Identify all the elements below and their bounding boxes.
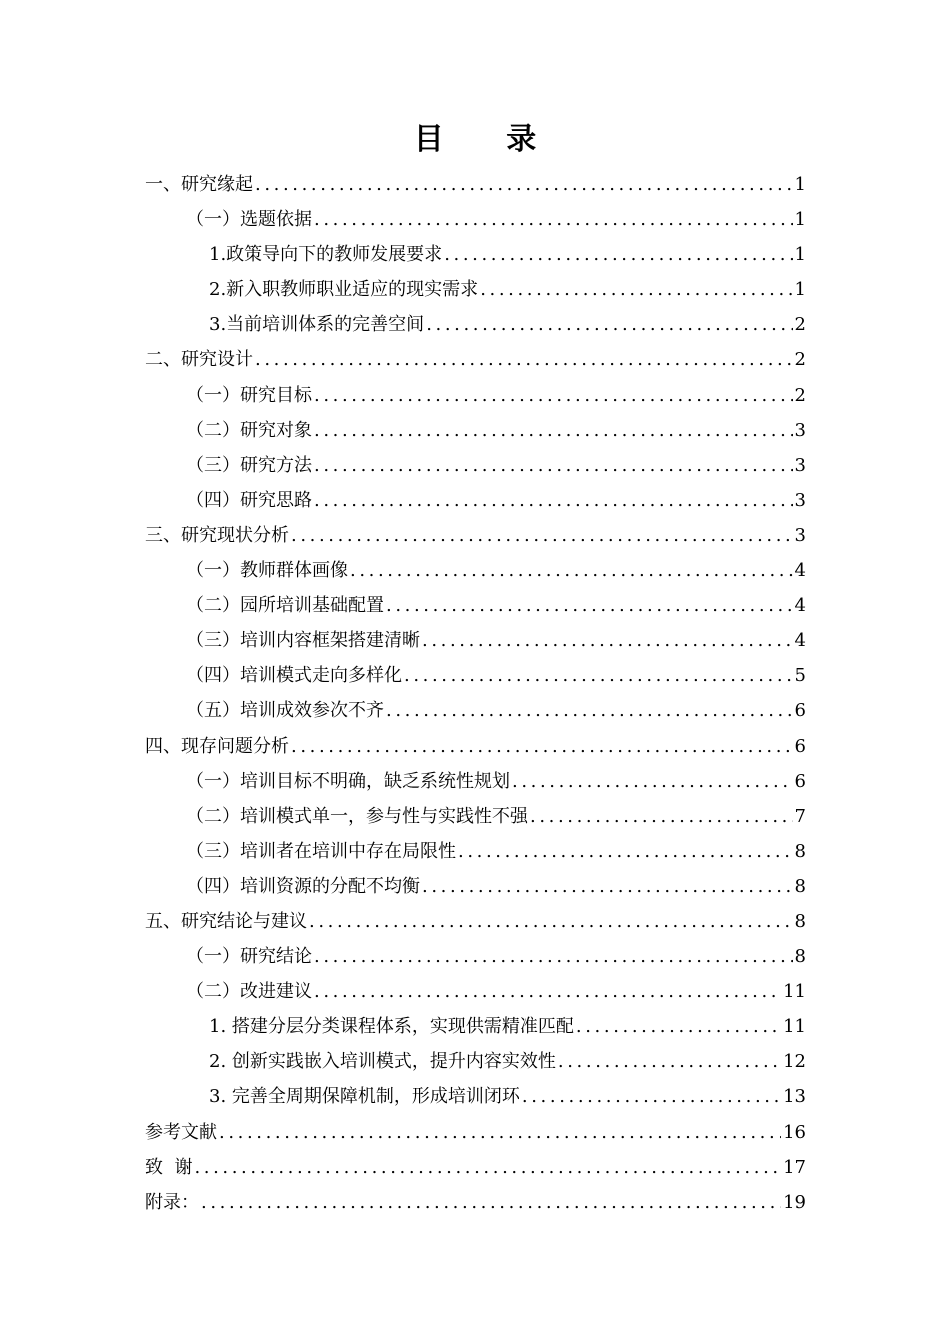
toc-entry-label: （一）研究目标 [186, 384, 312, 406]
toc-leader-dots [219, 1115, 781, 1150]
toc-entry[interactable] [145, 658, 806, 693]
toc-entry-label: 2. 创新实践嵌入培训模式，提升内容实效性 [209, 1051, 556, 1073]
toc-entry-page: 6 [794, 735, 806, 757]
toc-entry-page: 16 [783, 1121, 806, 1143]
toc-entry-label: （三）培训内容框架搭建清晰 [186, 630, 420, 652]
toc-entry[interactable] [145, 553, 806, 588]
toc-entry-page: 3 [794, 489, 806, 511]
toc-entry-page: 6 [794, 700, 806, 722]
toc-entry[interactable] [145, 307, 806, 342]
toc-entry-label: 附录： [145, 1191, 199, 1213]
toc-entry-label: （一）教师群体画像 [186, 560, 348, 582]
toc-entry-label: 3.当前培训体系的完善空间 [209, 314, 425, 336]
toc-entry-label: （一）培训目标不明确，缺乏系统性规划 [186, 770, 510, 792]
toc-entry-label: 四、现存问题分析 [145, 735, 289, 757]
toc-entry-label: （二）园所培训基础配置 [186, 595, 384, 617]
toc-leader-dots [314, 378, 793, 413]
toc-entry-label: （二）研究对象 [186, 419, 312, 441]
toc-entry-label: （二）培训模式单一，参与性与实践性不强 [186, 805, 528, 827]
toc-entry-page: 2 [794, 314, 806, 336]
toc-entry-label: 2.新入职教师职业适应的现实需求 [209, 279, 479, 301]
toc-leader-dots [558, 1044, 781, 1079]
toc-entry-label: （二）改进建议 [186, 981, 312, 1003]
toc-leader-dots [314, 413, 793, 448]
toc-leader-dots [314, 448, 793, 483]
toc-entry-page: 4 [794, 595, 806, 617]
toc-leader-dots [386, 693, 793, 728]
toc-leader-dots [522, 1079, 781, 1114]
toc-leader-dots [291, 729, 793, 764]
toc-leader-dots [194, 1150, 781, 1185]
toc-leader-dots [309, 904, 793, 939]
toc-leader-dots [314, 939, 793, 974]
toc-entry-label: 一、研究缘起 [145, 174, 253, 195]
toc-entry[interactable] [145, 413, 806, 448]
toc-entry[interactable] [145, 729, 806, 764]
toc-leader-dots [458, 834, 793, 869]
toc-entry-page: 2 [794, 384, 806, 406]
toc-entry[interactable] [145, 518, 806, 553]
toc-entry-page: 11 [783, 1016, 806, 1038]
toc-leader-dots [386, 588, 793, 623]
toc-entry-label: 3. 完善全周期保障机制，形成培训闭环 [209, 1086, 520, 1108]
toc-entry-label: 五、研究结论与建议 [145, 910, 307, 932]
toc-entry[interactable] [145, 237, 806, 272]
toc-entry[interactable] [145, 167, 806, 202]
toc-entry[interactable] [145, 869, 806, 904]
toc-leader-dots [422, 869, 793, 904]
toc-entry-label: 三、研究现状分析 [145, 524, 289, 546]
toc-entry-label: （一）研究结论 [186, 946, 312, 968]
toc-leader-dots [426, 307, 792, 342]
toc-leader-dots [201, 1185, 781, 1220]
toc-leader-dots [314, 974, 781, 1009]
toc-leader-dots [512, 764, 793, 799]
toc-entry-page: 2 [794, 349, 806, 371]
toc-entry-page: 1 [794, 174, 806, 195]
toc-entry-page: 3 [794, 524, 806, 546]
toc-entry[interactable] [145, 1115, 806, 1150]
toc-entry-page: 11 [783, 981, 806, 1003]
toc-entry-page: 1 [794, 244, 806, 266]
toc-entry[interactable] [145, 799, 806, 834]
toc-leader-dots [422, 623, 793, 658]
toc-leader-dots [530, 799, 793, 834]
toc-entry-page: 8 [794, 840, 806, 862]
toc-entry-page: 8 [794, 946, 806, 968]
toc-entry-page: 4 [794, 630, 806, 652]
toc-leader-dots [404, 658, 793, 693]
toc-leader-dots [350, 553, 793, 588]
toc-entry-page: 6 [794, 770, 806, 792]
toc-entry-page: 8 [794, 910, 806, 932]
toc-entry-page: 4 [794, 560, 806, 582]
toc-entry-label: 二、研究设计 [145, 349, 253, 371]
toc-leader-dots [444, 237, 792, 272]
toc-leader-dots [480, 272, 792, 307]
toc-entry[interactable] [145, 1009, 806, 1044]
toc-entry[interactable] [145, 448, 806, 483]
toc-entry[interactable] [145, 1150, 806, 1185]
table-of-contents [145, 167, 806, 1220]
toc-entry[interactable] [145, 623, 806, 658]
toc-entry-label: （四）培训模式走向多样化 [186, 665, 402, 687]
toc-entry[interactable] [145, 1185, 806, 1220]
toc-leader-dots [255, 342, 793, 377]
toc-entry-label: （五）培训成效参次不齐 [186, 700, 384, 722]
toc-entry-label: （四）培训资源的分配不均衡 [186, 875, 420, 897]
toc-entry[interactable] [145, 1044, 806, 1079]
toc-entry-label: 参考文献 [145, 1121, 217, 1143]
toc-entry-page: 3 [794, 454, 806, 476]
toc-entry-label: （四）研究思路 [186, 489, 312, 511]
toc-entry-label: （一）选题依据 [186, 209, 312, 231]
toc-entry-page: 12 [783, 1051, 806, 1073]
toc-entry-label: （三）研究方法 [186, 454, 312, 476]
toc-entry[interactable] [145, 904, 806, 939]
toc-entry[interactable] [145, 834, 806, 869]
toc-entry[interactable] [145, 483, 806, 518]
toc-entry[interactable] [145, 939, 806, 974]
toc-entry-page: 7 [794, 805, 806, 827]
toc-entry[interactable] [145, 1079, 806, 1114]
toc-entry-page: 1 [794, 209, 806, 231]
toc-entry-label: 1. 搭建分层分类课程体系，实现供需精准匹配 [209, 1016, 574, 1038]
toc-entry[interactable] [145, 202, 806, 237]
toc-leader-dots [314, 483, 793, 518]
toc-entry-label: 1.政策导向下的教师发展要求 [209, 244, 443, 266]
toc-entry[interactable] [145, 974, 806, 1009]
toc-entry[interactable] [145, 272, 806, 307]
toc-entry-label: 致 谢 [145, 1156, 193, 1178]
toc-leader-dots [291, 518, 793, 553]
toc-entry[interactable] [145, 693, 806, 728]
toc-entry-page: 1 [794, 279, 806, 301]
toc-entry-page: 17 [783, 1156, 806, 1178]
toc-leader-dots [255, 167, 793, 202]
toc-entry[interactable] [145, 342, 806, 377]
toc-entry-label: （三）培训者在培训中存在局限性 [186, 840, 456, 862]
toc-entry-page: 19 [783, 1191, 806, 1213]
toc-leader-dots [576, 1009, 781, 1044]
toc-entry[interactable] [145, 378, 806, 413]
toc-entry[interactable] [145, 588, 806, 623]
page-title: 目 录 [413, 122, 563, 157]
toc-entry-page: 13 [783, 1086, 806, 1108]
toc-entry-page: 3 [794, 419, 806, 441]
toc-entry[interactable] [145, 764, 806, 799]
toc-leader-dots [314, 202, 793, 237]
toc-entry-page: 5 [794, 665, 806, 687]
toc-entry-page: 8 [794, 875, 806, 897]
